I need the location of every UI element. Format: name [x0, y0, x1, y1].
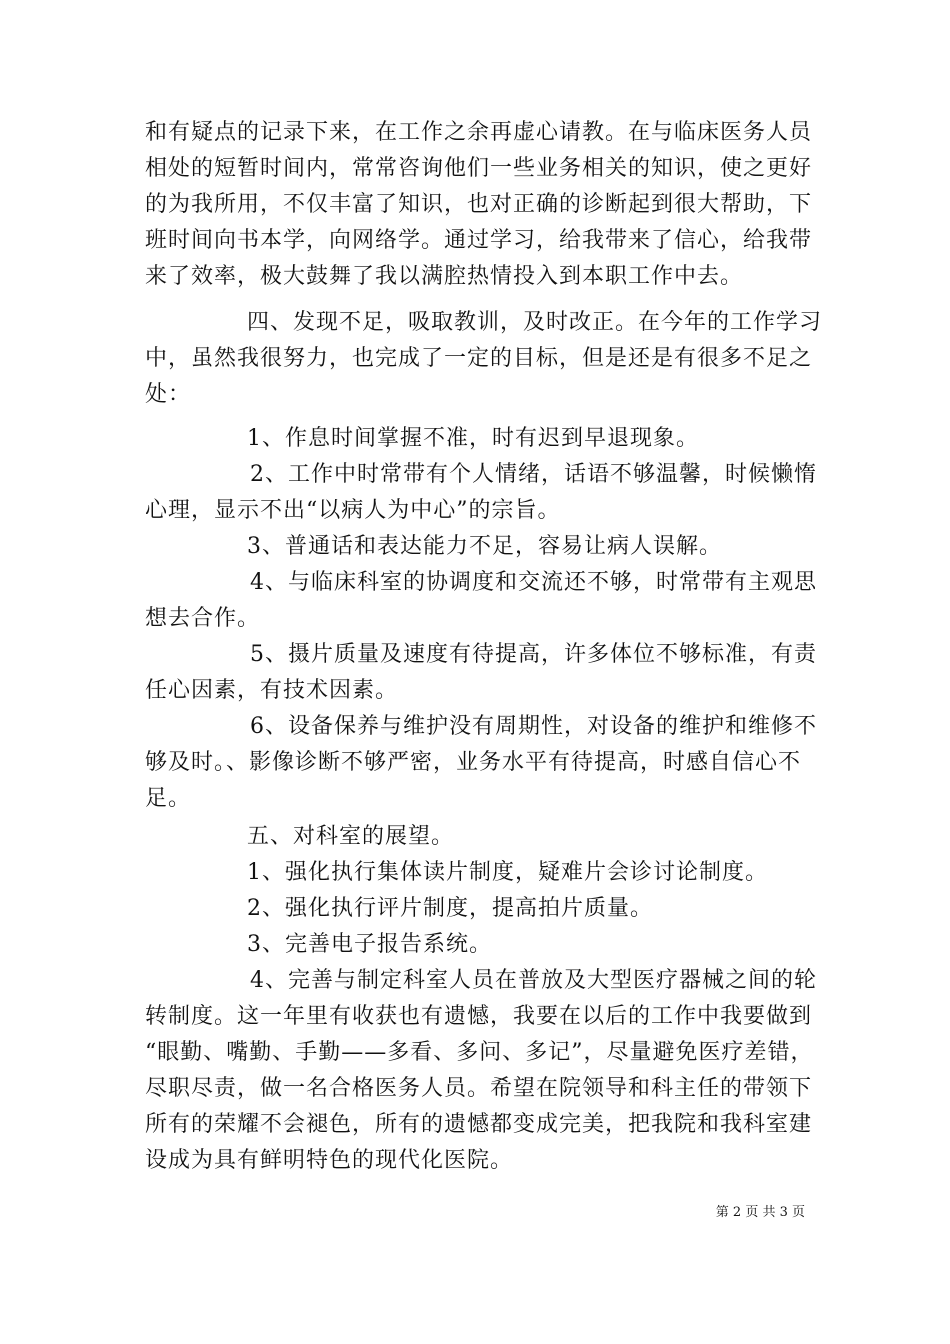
outlook-item-3: 3、完善电子报告系统。	[247, 932, 492, 957]
section-heading-four: 四、发现不足，吸取教训，及时改正。在今年的工作学习	[247, 310, 823, 335]
paragraph-line: 和有疑点的记录下来，在工作之余再虚心请教。在与临床医务人员	[145, 120, 813, 145]
outlook-item-2: 2、强化执行评片制度，提高拍片质量。	[247, 896, 653, 921]
list-item-4: 4、与临床科室的协调度和交流还不够，时常带有主观思	[250, 570, 817, 595]
list-item-1: 1、作息时间掌握不准，时有迟到早退现象。	[247, 426, 699, 451]
paragraph-line: 来了效率，极大鼓舞了我以满腔热情投入到本职工作中去。	[145, 264, 744, 289]
list-item-5: 5、摄片质量及速度有待提高，许多体位不够标准，有责	[250, 642, 817, 667]
paragraph-line: 心理，显示不出“以病人为中心”的宗旨。	[145, 498, 561, 523]
paragraph-line: 班时间向书本学，向网络学。通过学习，给我带来了信心，给我带	[145, 228, 813, 253]
paragraph-line: 所有的荣耀不会褪色，所有的遗憾都变成完美，把我院和我科室建	[145, 1112, 813, 1137]
page-number-footer: 第 2 页 共 3 页	[715, 1205, 805, 1220]
paragraph-line: 任心因素，有技术因素。	[145, 678, 399, 703]
paragraph-line: 的为我所用，不仅丰富了知识，也对正确的诊断起到很大帮助，下	[145, 192, 813, 217]
paragraph-line: 转制度。这一年里有收获也有遗憾，我要在以后的工作中我要做到	[145, 1004, 813, 1029]
outlook-item-4: 4、完善与制定科室人员在普放及大型医疗器械之间的轮	[250, 968, 817, 993]
paragraph-line: 中，虽然我很努力，也完成了一定的目标，但是还是有很多不足之	[145, 346, 813, 371]
outlook-item-1: 1、强化执行集体读片制度，疑难片会诊讨论制度。	[247, 860, 768, 885]
list-item-3: 3、普通话和表达能力不足，容易让病人误解。	[247, 534, 722, 559]
paragraph-line: 处：	[145, 382, 192, 407]
paragraph-line: 设成为具有鲜明特色的现代化医院。	[145, 1148, 514, 1173]
paragraph-line: 足。	[145, 786, 192, 811]
paragraph-line: 够及时。、影像诊断不够严密，业务水平有待提高，时感自信心不	[145, 750, 802, 775]
list-item-2: 2、工作中时常带有个人情绪，话语不够温馨，时候懒惰	[250, 462, 817, 487]
paragraph-line: 想去合作。	[145, 606, 261, 631]
paragraph-line: “眼勤、嘴勤、手勤——多看、多问、多记”，尽量避免医疗差错，	[145, 1040, 814, 1065]
paragraph-line: 尽职尽责，做一名合格医务人员。希望在院领导和科主任的带领下	[145, 1076, 813, 1101]
list-item-6: 6、设备保养与维护没有周期性，对设备的维护和维修不	[250, 714, 817, 739]
section-heading-five: 五、对科室的展望。	[247, 824, 455, 849]
paragraph-line: 相处的短暂时间内，常常咨询他们一些业务相关的知识，使之更好	[145, 156, 813, 181]
